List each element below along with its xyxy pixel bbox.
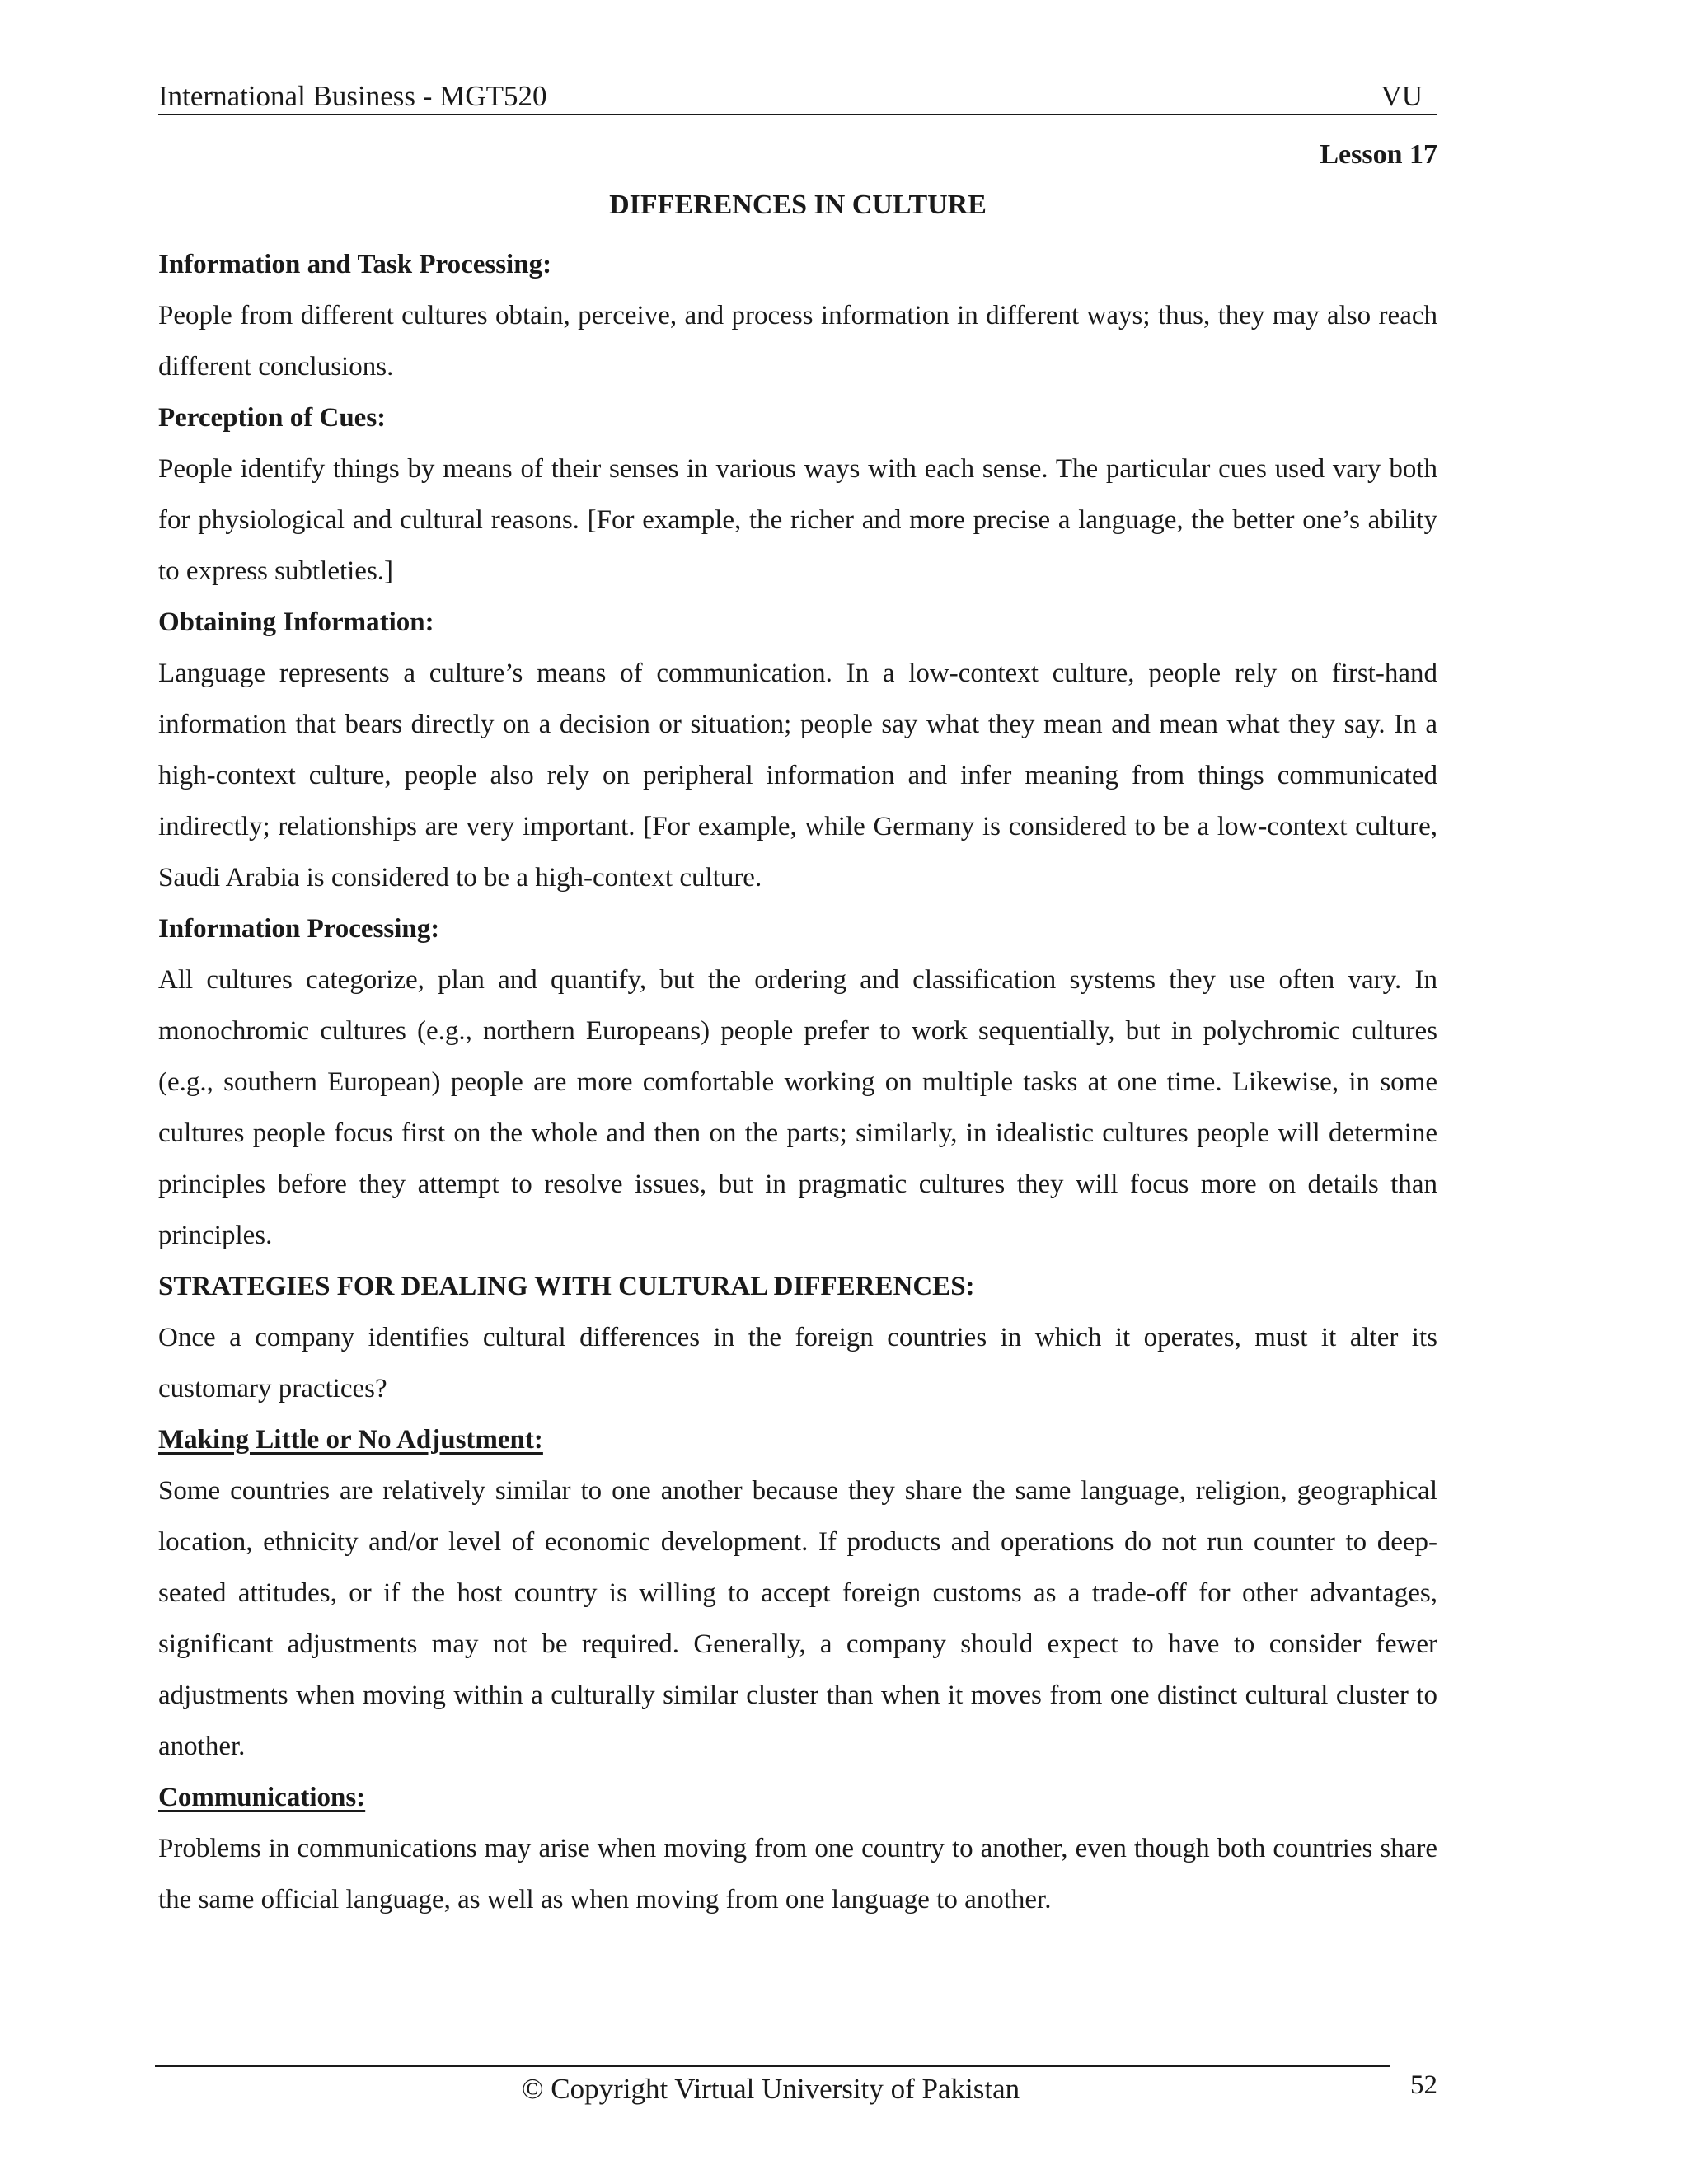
section-heading: Perception of Cues: <box>158 403 387 433</box>
section-heading: Communications: <box>158 1783 366 1812</box>
copyright-notice: © Copyright Virtual University of Pakistan <box>521 2073 1020 2105</box>
section-little-or-no-adjustment <box>158 1414 1437 1772</box>
page-number: 52 <box>1410 2070 1437 2100</box>
section-paragraph: People identify things by means of their senses in various ways with each sense. The particular cues used vary both for physiological and cultural reasons. [For example, the richer and more precise a language, the better one’s ability to express subtleties.] <box>158 454 1437 586</box>
section-strategies <box>158 1261 1437 1414</box>
institution-label: VU <box>1381 80 1423 112</box>
section-heading: Obtaining Information: <box>158 607 434 637</box>
page-header <box>158 79 1437 115</box>
course-title: International Business - MGT520 <box>158 80 547 112</box>
section-obtaining-information <box>158 597 1437 903</box>
section-communications <box>158 1772 1437 1925</box>
document-body <box>158 239 1437 1925</box>
section-perception-of-cues <box>158 392 1437 597</box>
section-paragraph: All cultures categorize, plan and quantify, but the ordering and classification systems they use often vary. In monochromic cultures (e.g., northern Europeans) people prefer to work sequentially, but in polychromic cultures (e.g., southern European) people are more comfortable working on multiple tasks at one time. Likewise, in some cultures people focus first on the whole and then on the parts; similarly, in idealistic cultures people will determine principles before they attempt to resolve issues, but in pragmatic cultures they will focus more on details than principles. <box>158 965 1437 1250</box>
section-paragraph: People from different cultures obtain, perceive, and process information in different ways; thus, they may also reach different conclusions. <box>158 301 1437 382</box>
page-title: DIFFERENCES IN CULTURE <box>609 190 987 220</box>
section-heading: STRATEGIES FOR DEALING WITH CULTURAL DIFFERENCES: <box>158 1272 975 1301</box>
section-paragraph: Language represents a culture’s means of communication. In a low-context culture, people rely on first-hand information that bears directly on a decision or situation; people say what they mean and mean what they say. In a high-context culture, people also rely on peripheral information and infer meaning from things communicated indirectly; relationships are very important. [For example, while Germany is considered to be a low-context culture, Saudi Arabia is considered to be a high-context culture. <box>158 658 1437 893</box>
section-information-task-processing <box>158 239 1437 392</box>
section-paragraph: Problems in communications may arise when moving from one country to another, even though both countries share the same official language, as well as when moving from one language to another. <box>158 1834 1437 1915</box>
section-heading: Information and Task Processing: <box>158 250 552 279</box>
section-heading: Making Little or No Adjustment: <box>158 1425 543 1455</box>
footer-divider <box>155 2065 1390 2067</box>
section-heading: Information Processing: <box>158 914 440 944</box>
lesson-label: Lesson 17 <box>1320 139 1437 170</box>
section-paragraph: Once a company identifies cultural differences in the foreign countries in which it operates, must it alter its customary practices? <box>158 1323 1437 1404</box>
section-information-processing <box>158 903 1437 1261</box>
section-paragraph: Some countries are relatively similar to one another because they share the same language, religion, geographical location, ethnicity and/or level of economic development. If products and operations do not run counter to deep-seated attitudes, or if the host country is willing to accept foreign customs as a trade-off for other advantages, significant adjustments may not be required. Generally, a company should expect to have to consider fewer adjustments when moving within a culturally similar cluster than when it moves from one distinct cultural cluster to another. <box>158 1476 1437 1761</box>
